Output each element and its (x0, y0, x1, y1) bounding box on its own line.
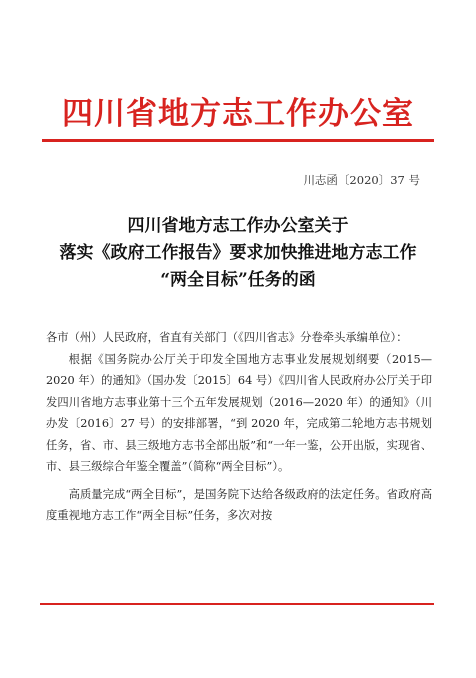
masthead-red-rule (42, 139, 434, 142)
body-paragraph-2: 高质量完成“两全目标”，是国务院下达给各级政府的法定任务。省政府高度重视地方志工作“两全目标”任务，多次对按 (46, 487, 432, 522)
title-line-1: 四川省地方志工作办公室关于 (127, 216, 349, 236)
issuing-office-masthead: 四川省地方志工作办公室 (62, 96, 414, 132)
document-title (0, 213, 476, 294)
footer-red-rule (40, 603, 434, 605)
title-line-3: “两全目标”任务的函 (160, 270, 316, 290)
salutation: 各市（州）人民政府，省直有关部门（《四川省志》分卷牵头承编单位）： (46, 331, 408, 344)
document-number: 川志函〔2020〕37 号 (303, 173, 420, 187)
body-paragraph-1: 根据《国务院办公厅关于印发全国地方志事业发展规划纲要（2015—2020 年）的通知》（国办发〔2015〕64 号）《四川省人民政府办公厅关于印发四川省地方志事业第十三个五年发展规划（2016—2020 年）的通知》（川办发〔2016〕27 号）的安排部署，“到 2020 年，完成第二轮地方志书规划任务，省、市、县三级地方志书全部出版”和“一年一鉴，公开出版，实现省、市、县三级综合年鉴全覆盖”（简称“两全目标”）。 (46, 352, 432, 473)
document-body (46, 327, 432, 527)
title-line-2: 落实《政府工作报告》要求加快推进地方志工作 (59, 243, 417, 263)
